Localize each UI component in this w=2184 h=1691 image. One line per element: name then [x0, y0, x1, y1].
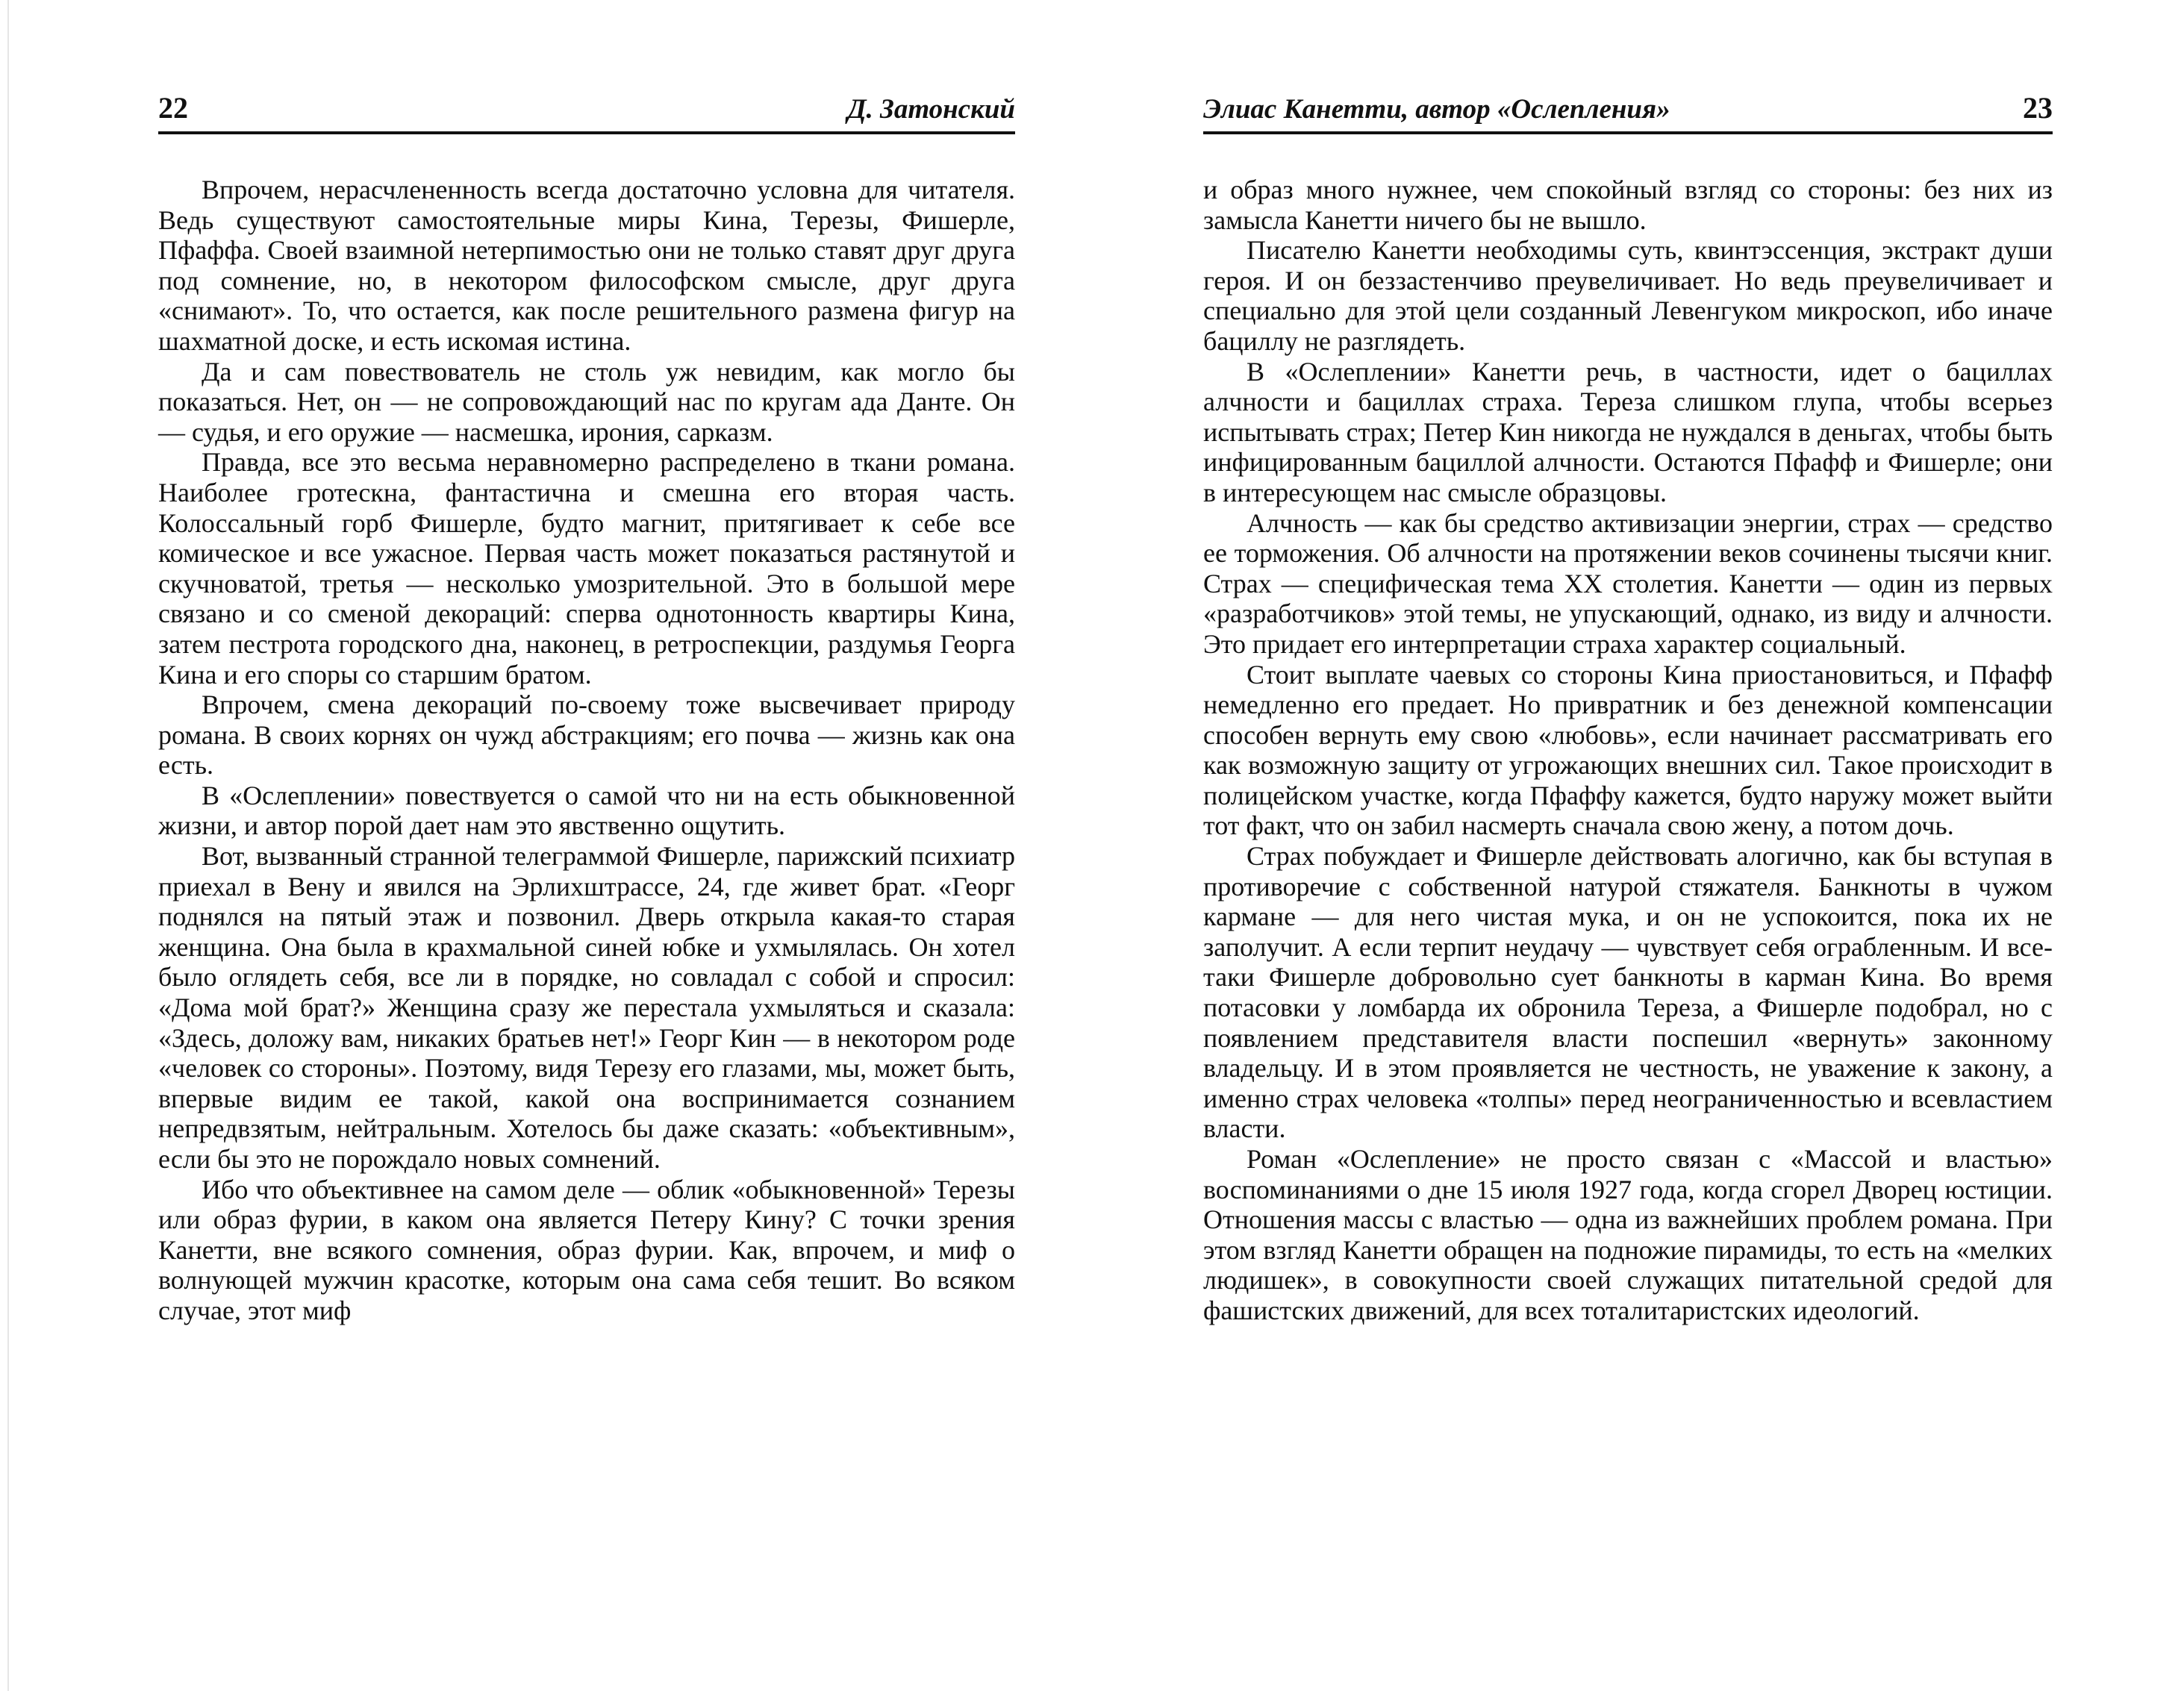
left-paragraph-6: Вот, вызванный странной телеграммой Фишерле, парижский психиатр приехал в Вену и явился на Эрлихштрассе, 24, где живет брат. «Георг поднялся на пятый этаж и позвонил. Дверь открыла какая-то старая женщина. Она была в крахмальной синей юбке и ухмылялась. Он хотел было оглядеть себя, все ли в порядке, но совладал с собой и спросил: «Дома мой брат?» Женщина сразу же перестала ухмыляться и сказала: «Здесь, доложу вам, никаких братьев нет!» Георг Кин — в некотором роде «человек со стороны». Поэтому, видя Терезу его глазами, мы, может быть, впервые видим ее такой, какой она воспринимается сознанием непредвзятым, нейтральным. Хотелось бы даже сказать: «объективным», если бы это не порождало новых сомнений. — [158, 841, 1015, 1174]
left-paragraph-1: Впрочем, нерасчлененность всегда достаточно условна для читателя. Ведь существуют самостоятельные миры Кина, Терезы, Фишерле, Пфаффа. Своей взаимной нетерпимостью они не только ставят друг друга под сомнение, но, в некотором философском смысле, друг друга «снимают». То, что остается, как после решительного размена фигур на шахматной доске, и есть искомая истина. — [158, 175, 1015, 356]
right-paragraph-4: Стоит выплате чаевых со стороны Кина приостановиться, и Пфафф немедленно его предает. Но привратник и без денежной компенсации способен вернуть ему свою «любовь», если начинает рассматривать его как возможную защиту от угрожающих внешних сил. Такое происходит в полицейском участке, когда Пфаффу кажется, будто наружу может выйти тот факт, что он забил насмерть сначала свою жену, а потом дочь. — [1203, 659, 2053, 841]
left-paragraph-2: Да и сам повествователь не столь уж невидим, как могло бы показаться. Нет, он — не сопровождающий нас по кругам ада Данте. Он — судья, и его оружие — насмешка, ирония, сарказм. — [158, 356, 1015, 447]
right-paragraph-5: Страх побуждает и Фишерле действовать алогично, как бы вступая в противоречие с собственной натурой стяжателя. Банкноты в чужом кармане — для него чистая мука, и он не успокоится, пока их не заполучит. А если терпит неудачу — чувствует себя ограбленным. И все-таки Фишерле добровольно сует банкноты в карман Кина. Во время потасовки у ломбарда их обронила Тереза, а Фишерле подобрал, но с появлением представителя власти поспешил «вернуть» законному владельцу. И в этом проявляется не честность, не уважение к закону, а именно страх человека «толпы» перед неограниченностью и всевластием власти. — [1203, 841, 2053, 1144]
right-page-body — [1203, 175, 2053, 1326]
left-page-body — [158, 175, 1015, 1326]
scan-edge-line — [7, 0, 9, 1691]
left-running-head: Д. Затонский — [847, 94, 1015, 125]
right-running-head: Элиас Канетти, автор «Ослепления» — [1203, 94, 1670, 125]
right-paragraph-2: В «Ослеплении» Канетти речь, в частности, идет о бациллах алчности и бациллах страха. Тереза слишком глупа, чтобы всерьез испытывать страх; Петер Кин никогда не нуждался в деньгах, чтобы быть инфицированным бациллой алчности. Остаются Пфафф и Фишерле; они в интересующем нас смысле образцовы. — [1203, 356, 2053, 507]
right-paragraph-continued: и образ много нужнее, чем спокойный взгляд со стороны: без них из замысла Канетти ничего бы не вышло. — [1203, 175, 2053, 235]
left-paragraph-4: Впрочем, смена декораций по-своему тоже высвечивает природу романа. В своих корнях он чужд абстракциям; его почва — жизнь как она есть. — [158, 690, 1015, 781]
right-page-number: 23 — [2023, 91, 2053, 125]
left-page-header — [158, 82, 1015, 134]
right-page-header — [1203, 82, 2053, 134]
right-paragraph-1: Писателю Канетти необходимы суть, квинтэссенция, экстракт души героя. И он беззастенчиво преувеличивает. Но ведь преувеличивает и специально для этой цели созданный Левенгуком микроскоп, ибо иначе бациллу не разглядеть. — [1203, 235, 2053, 356]
right-page — [1203, 0, 2053, 1691]
left-paragraph-5: В «Ослеплении» повествуется о самой что ни на есть обыкновенной жизни, и автор порой дает нам это явственно ощутить. — [158, 780, 1015, 841]
left-paragraph-7: Ибо что объективнее на самом деле — облик «обыкновенной» Терезы или образ фурии, в каком она является Петеру Кину? С точки зрения Канетти, вне всякого сомнения, образ фурии. Как, впрочем, и миф о волнующей мужчин красотке, которым она сама себя тешит. Во всяком случае, этот миф — [158, 1174, 1015, 1325]
right-paragraph-6: Роман «Ослепление» не просто связан с «Массой и властью» воспоминаниями о дне 15 июля 1927 года, когда сгорел Дворец юстиции. Отношения массы с властью — одна из важнейших проблем романа. При этом взгляд Канетти обращен на подножие пирамиды, то есть на «мелких людишек», в совокупности своей служащих питательной средой для фашистских движений, для всех тоталитаристских идеологий. — [1203, 1144, 2053, 1325]
left-page-number: 22 — [158, 91, 188, 125]
left-page — [158, 0, 1015, 1691]
right-paragraph-3: Алчность — как бы средство активизации энергии, страх — средство ее торможения. Об алчности на протяжении веков сочинены тысячи книг. Страх — специфическая тема XX столетия. Канетти — один из первых «разработчиков» этой темы, не упускающий, однако, из виду и алчности. Это придает его интерпретации страха характер социальный. — [1203, 507, 2053, 659]
left-paragraph-3: Правда, все это весьма неравномерно распределено в ткани романа. Наиболее гротескна, фантастична и смешна его вторая часть. Колоссальный горб Фишерле, будто магнит, притягивает к себе все комическое и все ужасное. Первая часть может показаться растянутой и скучноватой, третья — несколько умозрительной. Это в большой мере связано и со сменой декораций: сперва однотонность квартиры Кина, затем пестрота городского дна, наконец, в ретроспекции, раздумья Георга Кина и его споры со старшим братом. — [158, 447, 1015, 690]
